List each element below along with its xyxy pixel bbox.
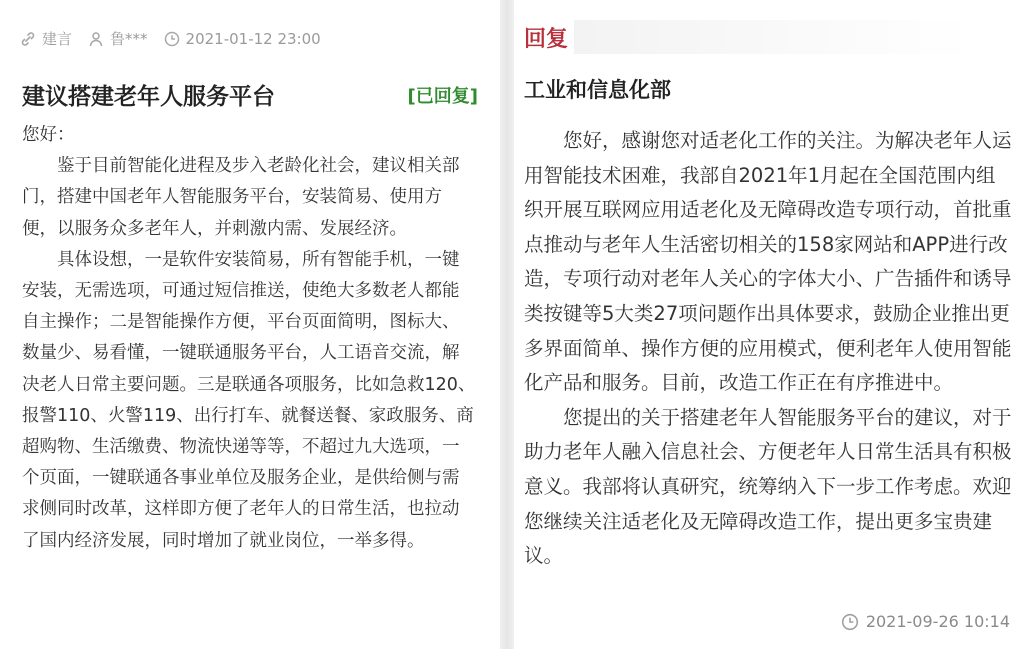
user-icon	[88, 31, 104, 47]
reply-body	[524, 124, 1012, 574]
suggestion-panel	[0, 0, 500, 649]
reply-department: 工业和信息化部	[524, 78, 671, 102]
link-icon	[20, 31, 36, 47]
category-label[interactable]: 建言	[42, 30, 73, 48]
category-group	[20, 28, 72, 49]
suggestion-meta	[20, 28, 337, 49]
reply-paragraph-1: 您好，感谢您对适老化工作的关注。为解决老年人运用智能技术困难，我部自2021年1月起在全国范围内组织开展互联网应用适老化及无障碍改造专项行动，首批重点推动与老年人生活密切相关的158家网站和APP进行改造，专项行动对老年人关心的字体大小、广告插件和诱导类按键等5大类27项问题作出具体要求，鼓励企业推出更多界面简单、操作方便的应用模式，便利老年人使用智能化产品和服务。目前，改造工作正在有序推进中。	[524, 129, 1012, 395]
suggestion-paragraph-1: 鉴于目前智能化进程及步入老龄化社会，建议相关部门，搭建中国老年人智能服务平台，安装简易、使用方便，以服务众多老年人，并刺激内需、发展经济。	[22, 156, 460, 239]
reply-time: 2021-09-26 10:14	[865, 612, 1010, 631]
reply-panel	[514, 0, 1032, 649]
reply-time-group	[841, 612, 1010, 631]
suggestion-paragraph-2: 具体设想，一是软件安装简易，所有智能手机，一键安装，无需选项，可通过短信推送，使绝大多数老人都能自主操作；二是智能操作方便，平台页面简明，图标大、数量少、易看懂，一键联通服务平台，人工语音交流，解决老人日常主要问题。三是联通各项服务，比如急救120、报警110、火警119、出行打车、就餐送餐、家政服务、商超购物、生活缴费、物流快递等等，不超过九大选项，一个页面，一键联通各事业单位及服务企业，是供给侧与需求侧同时改革，这样即方便了老年人的日常生活，也拉动了国内经济发展，同时增加了就业岗位，一举多得。	[22, 249, 476, 551]
reply-paragraph-2: 您提出的关于搭建老年人智能服务平台的建议，对于助力老年人融入信息社会、方便老年人日常生活具有积极意义。我部将认真研究，统筹纳入下一步工作考虑。欢迎您继续关注适老化及无障碍改造工作，提出更多宝贵建议。	[524, 405, 1012, 568]
panel-divider	[500, 0, 514, 649]
author-name: 鲁***	[110, 30, 148, 48]
suggestion-body	[22, 120, 476, 557]
post-time: 2021-01-12 23:00	[185, 29, 321, 48]
time-group	[164, 30, 321, 48]
suggestion-title: 建议搭建老年人服务平台	[22, 84, 275, 110]
greeting: 您好：	[22, 125, 75, 145]
reply-header-band	[574, 20, 974, 54]
clock-icon	[841, 613, 859, 631]
reply-label: 回复	[524, 27, 569, 52]
author-group	[88, 28, 148, 49]
title-row	[22, 78, 478, 111]
clock-icon	[164, 31, 180, 47]
status-badge: [已回复]	[407, 85, 478, 107]
